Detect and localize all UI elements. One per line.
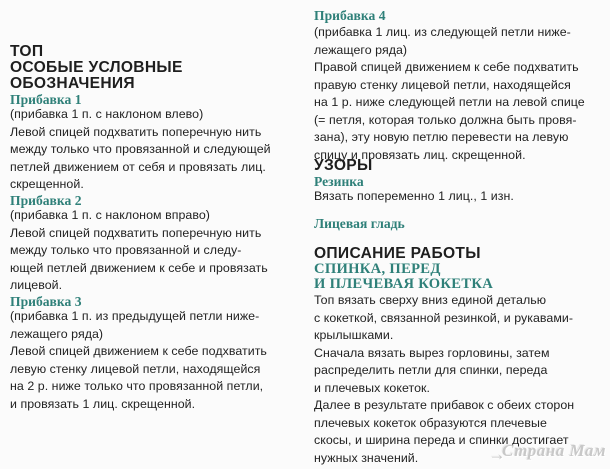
- text-line: левую стенку лицевой петли, находящейся: [10, 361, 261, 376]
- stockinette-title: Лицевая гладь: [314, 216, 405, 231]
- rib-title: Резинка: [314, 174, 364, 189]
- section-title-line-2: ОБОЗНАЧЕНИЯ: [10, 75, 135, 92]
- text-line: Левой спицей подхватить поперечную нить: [10, 124, 262, 139]
- text-line: лежащего ряда): [10, 326, 104, 341]
- text-line: и плечевых кокеток.: [314, 380, 430, 395]
- increase-2-text: [10, 207, 268, 295]
- watermark-arrow-icon: →: [488, 445, 506, 464]
- text-line: между только что провязанной и следующей: [10, 142, 271, 156]
- text-line: крылышками.: [314, 328, 394, 342]
- text-line: Топ вязать сверху вниз единой деталью: [314, 293, 547, 307]
- patterns-title: УЗОРЫ: [314, 157, 373, 174]
- text-line: правую стенку лицевой петли, находящейся: [314, 77, 571, 92]
- section-title-line-1: ОСОБЫЕ УСЛОВНЫЕ: [10, 59, 183, 76]
- watermark-logo: Страна Мам: [501, 441, 606, 460]
- rib-text: [314, 188, 514, 206]
- top-label: ТОП: [10, 43, 44, 60]
- text-line: на 2 р. ниже только что провязанной петли,: [10, 379, 264, 393]
- work-title: ОПИСАНИЕ РАБОТЫ: [314, 245, 481, 262]
- text-line: Сначала вязать вырез горловины, затем: [314, 345, 550, 360]
- text-line: и провязать 1 лиц. скрещенной.: [10, 396, 196, 411]
- increase-4-title: Прибавка 4: [314, 8, 386, 23]
- text-line: Вязать попеременно 1 лиц., 1 изн.: [314, 189, 514, 203]
- text-line: ющей петлей движением к себе и провязать: [10, 260, 268, 275]
- increase-1-text: [10, 106, 271, 194]
- text-line: (прибавка 1 п. с наклоном вправо): [10, 208, 210, 222]
- text-line: скосы, и ширина переда и спинки достигает: [314, 433, 569, 447]
- increase-4-text: [314, 24, 585, 164]
- increase-3-title: Прибавка 3: [10, 294, 82, 309]
- text-line: скрещенной.: [10, 177, 84, 191]
- increase-3-text: [10, 308, 267, 413]
- text-line: (прибавка 1 п. из предыдущей петли ниже-: [10, 309, 260, 323]
- text-line: Левой спицей подхватить поперечную нить: [10, 225, 262, 240]
- text-line: зана), эту новую петлю перевести на левую: [314, 130, 569, 144]
- text-line: между только что провязанной и следу-: [10, 243, 242, 257]
- text-line: (прибавка 1 лиц. из следующей петли ниже-: [314, 25, 571, 39]
- text-line: лицевой.: [10, 278, 63, 292]
- text-line: лежащего ряда): [314, 42, 408, 57]
- increase-1-title: Прибавка 1: [10, 92, 82, 107]
- text-line: Левой спицей движением к себе подхватить: [10, 344, 267, 358]
- text-line: (= петля, которая только должна быть провя-: [314, 112, 577, 127]
- text-line: распределить петли для спинки, переда: [314, 363, 548, 377]
- text-line: с кокеткой, связанной резинкой, и рукавами-: [314, 310, 574, 325]
- text-line: спицу и провязать лиц. скрещенной.: [314, 147, 526, 162]
- work-subtitle-line-1: СПИНКА, ПЕРЕД: [314, 261, 441, 277]
- text-line: нужных значений.: [314, 450, 419, 465]
- text-line: плечевых кокеток образуются плечевые: [314, 415, 547, 430]
- text-line: (прибавка 1 п. с наклоном влево): [10, 107, 204, 121]
- text-line: на 1 р. ниже следующей петли на левой спице: [314, 95, 585, 109]
- text-line: Далее в результате прибавок с обеих сторон: [314, 398, 575, 412]
- text-line: Правой спицей движением к себе подхватить: [314, 60, 579, 74]
- work-subtitle-line-2: И ПЛЕЧЕВАЯ КОКЕТКА: [314, 276, 494, 292]
- increase-2-title: Прибавка 2: [10, 193, 82, 208]
- text-line: петлей движением от себя и провязать лиц.: [10, 159, 266, 174]
